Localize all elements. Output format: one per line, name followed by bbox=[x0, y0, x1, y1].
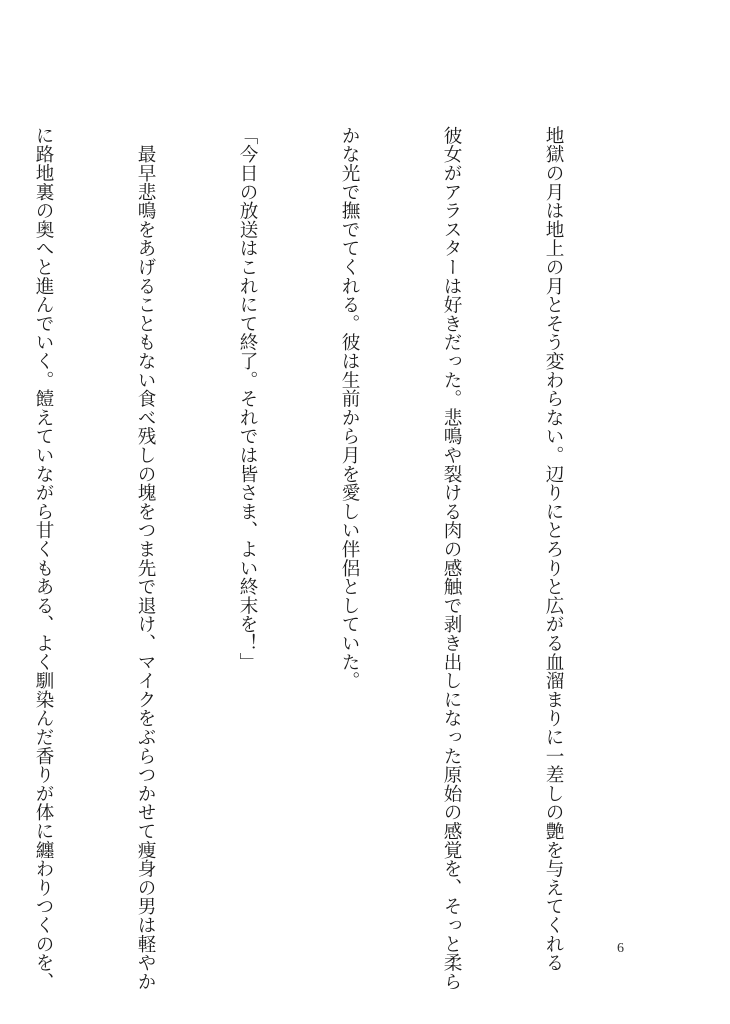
text-line: 「今日の放送はこれにて終了。それでは皆さま、よい終末を！」 bbox=[237, 126, 258, 672]
text-line: かな光で撫でてくれる。彼は生前から月を愛しい伴侶としていた。 bbox=[339, 126, 360, 690]
text-line: に路地裏の奥へと進んでいく。饐えていながら甘くもある、よく馴染んだ香りが体に纏わりつくのを、 bbox=[33, 126, 54, 991]
text-line: 最早悲鳴をあげることもない食べ残しの塊をつま先で退け、マイクをぶらつかせて痩身の男は軽やか bbox=[135, 126, 156, 991]
body-text bbox=[33, 126, 638, 991]
text-line: 彼女がアラスターは好きだった。悲鳴や裂ける肉の感触で剥き出しになった原始の感覚を、そっと柔ら bbox=[441, 126, 462, 991]
page-number: 6 bbox=[617, 941, 624, 956]
text-line: 地獄の月は地上の月とそう変わらない。辺りにとろりと広がる血溜まりに一差しの艶を与えてくれる bbox=[543, 126, 564, 972]
